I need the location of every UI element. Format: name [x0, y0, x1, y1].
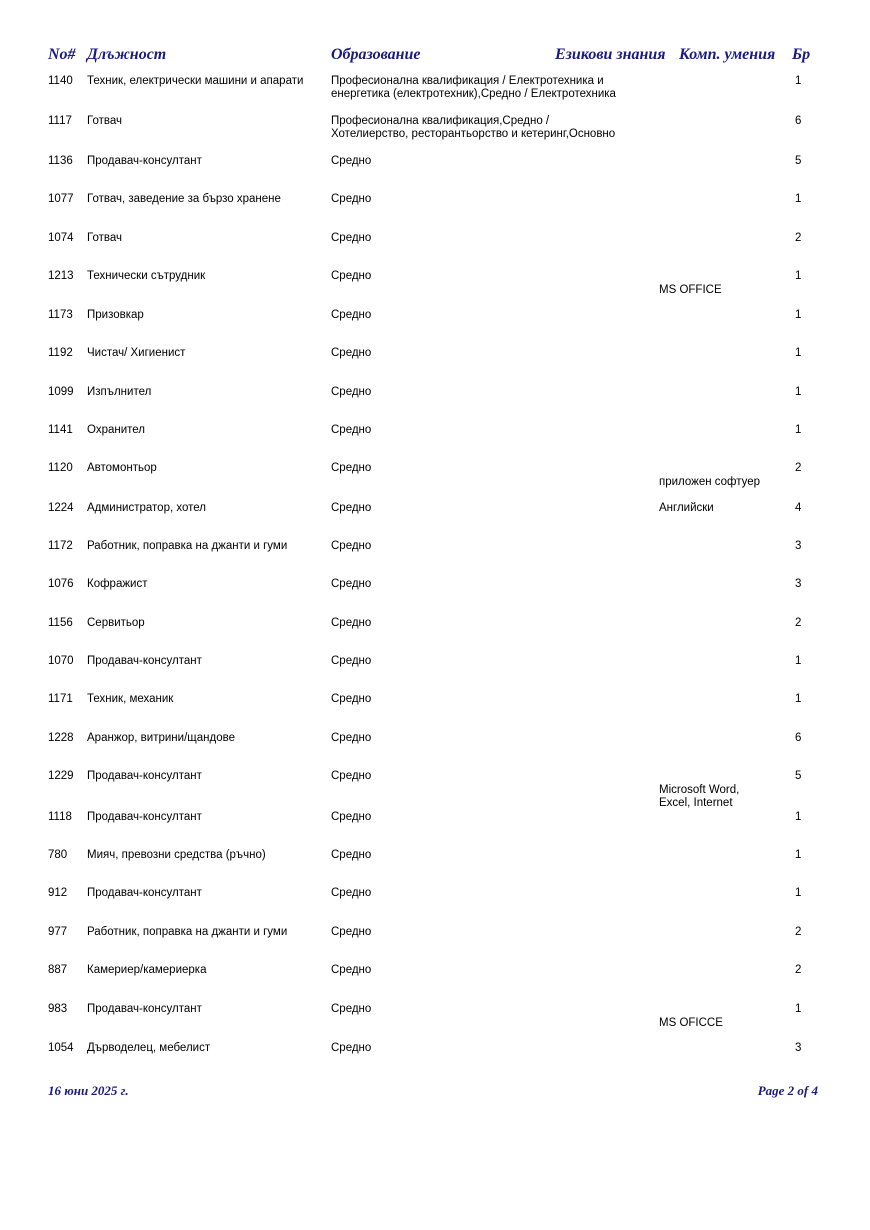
row-count: 1: [795, 386, 802, 398]
row-number: 1136: [48, 155, 73, 167]
row-position: Техник, електрически машини и апарати: [87, 75, 304, 87]
row-education: Средно: [331, 811, 372, 823]
row-number: 983: [48, 1003, 68, 1015]
row-count: 4: [795, 502, 802, 514]
row-count: 1: [795, 424, 802, 436]
row-education: Средно: [331, 732, 372, 744]
row-education: Средно: [331, 502, 372, 514]
row-number: 1077: [48, 193, 74, 205]
row-count: 2: [795, 232, 802, 244]
row-number: 1117: [48, 115, 72, 127]
row-number: 1141: [48, 424, 73, 436]
row-number: 1074: [48, 232, 74, 244]
row-count: 2: [795, 964, 802, 976]
row-count: 1: [795, 270, 802, 282]
row-count: 3: [795, 1042, 802, 1054]
row-number: 1070: [48, 655, 74, 667]
row-count: 1: [795, 887, 802, 899]
row-education: енергетика (електротехник),Средно / Електротехника: [331, 88, 616, 100]
row-position: Аранжор, витрини/щандове: [87, 732, 235, 744]
row-count: 3: [795, 578, 802, 590]
row-position: Продавач-консултант: [87, 811, 202, 823]
row-number: 977: [48, 926, 68, 938]
row-number: 1140: [48, 75, 73, 87]
row-position: Техник, механик: [87, 693, 174, 705]
row-count: 1: [795, 347, 802, 359]
row-computer-skills: MS OFFICE: [659, 284, 722, 296]
row-education: Средно: [331, 770, 372, 782]
row-education: Средно: [331, 462, 372, 474]
row-education: Средно: [331, 155, 372, 167]
row-position: Сервитьор: [87, 617, 145, 629]
row-number: 912: [48, 887, 68, 899]
header-count: Бр: [792, 46, 811, 63]
row-education: Средно: [331, 887, 372, 899]
row-education: Средно: [331, 849, 372, 861]
row-education: Средно: [331, 1003, 372, 1015]
row-education: Средно: [331, 578, 372, 590]
row-education: Средно: [331, 386, 372, 398]
row-education: Средно: [331, 309, 372, 321]
header-no: No#: [48, 46, 76, 63]
row-number: 1213: [48, 270, 74, 282]
row-education: Средно: [331, 540, 372, 552]
footer-page: Page 2 of 4: [757, 1083, 818, 1098]
row-computer-skills: приложен софтуер: [659, 476, 761, 488]
row-position: Кофражист: [87, 578, 148, 590]
row-count: 5: [795, 155, 802, 167]
row-position: Продавач-консултант: [87, 770, 202, 782]
row-count: 2: [795, 617, 802, 629]
row-position: Охранител: [87, 424, 145, 436]
row-count: 2: [795, 926, 802, 938]
row-count: 6: [795, 115, 802, 127]
row-position: Готвач: [87, 232, 122, 244]
row-number: 1054: [48, 1042, 74, 1054]
row-number: 1173: [48, 309, 73, 321]
row-count: 1: [795, 693, 802, 705]
row-computer-skills: MS OFICCE: [659, 1017, 723, 1029]
row-position: Камериер/камериерка: [87, 964, 207, 976]
row-count: 3: [795, 540, 802, 552]
row-position: Готвач, заведение за бързо хранене: [87, 193, 281, 205]
row-count: 1: [795, 655, 802, 667]
row-position: Технически сътрудник: [87, 270, 206, 282]
footer-date: 16 юни 2025 г.: [48, 1083, 129, 1098]
row-number: 1192: [48, 347, 73, 359]
row-education: Средно: [331, 617, 372, 629]
row-number: 780: [48, 849, 68, 861]
row-position: Чистач/ Хигиенист: [87, 347, 186, 359]
row-education: Средно: [331, 270, 372, 282]
row-number: 1076: [48, 578, 74, 590]
row-position: Дърводелец, мебелист: [87, 1042, 211, 1054]
row-number: 1172: [48, 540, 73, 552]
row-number: 1156: [48, 617, 73, 629]
row-count: 1: [795, 309, 802, 321]
row-education: Професионална квалификация / Електротехника и: [331, 75, 604, 87]
header-computer: Комп. умения: [679, 46, 776, 63]
row-count: 5: [795, 770, 802, 782]
row-position: Готвач: [87, 115, 122, 127]
row-education: Хотелиерство, ресторантьорство и кетеринг,Основно: [331, 128, 616, 140]
row-number: 1118: [48, 811, 72, 823]
row-position: Продавач-консултант: [87, 155, 202, 167]
row-position: Продавач-консултант: [87, 1003, 202, 1015]
row-education: Професионална квалификация,Средно /: [331, 115, 550, 127]
row-position: Продавач-консултант: [87, 887, 202, 899]
row-position: Автомонтьор: [87, 462, 157, 474]
row-number: 1099: [48, 386, 74, 398]
row-education: Средно: [331, 693, 372, 705]
row-position: Работник, поправка на джанти и гуми: [87, 926, 288, 938]
row-count: 2: [795, 462, 802, 474]
row-position: Администратор, хотел: [87, 502, 206, 514]
row-education: Средно: [331, 926, 372, 938]
row-position: Призовкар: [87, 309, 144, 321]
row-count: 1: [795, 1003, 802, 1015]
row-education: Средно: [331, 347, 372, 359]
row-number: 1120: [48, 462, 73, 474]
header-languages: Езикови знания: [555, 46, 666, 63]
row-count: 6: [795, 732, 802, 744]
row-number: 1224: [48, 502, 74, 514]
row-languages: Английски: [659, 502, 714, 514]
row-number: 1171: [48, 693, 73, 705]
row-education: Средно: [331, 193, 372, 205]
row-education: Средно: [331, 1042, 372, 1054]
row-position: Работник, поправка на джанти и гуми: [87, 540, 288, 552]
row-number: 887: [48, 964, 68, 976]
row-count: 1: [795, 811, 802, 823]
row-education: Средно: [331, 424, 372, 436]
row-computer-skills: Excel, Internet: [659, 797, 733, 809]
row-computer-skills: Microsoft Word,: [659, 784, 740, 796]
row-education: Средно: [331, 232, 372, 244]
row-count: 1: [795, 75, 802, 87]
row-education: Средно: [331, 655, 372, 667]
row-position: Продавач-консултант: [87, 655, 202, 667]
row-position: Изпълнител: [87, 386, 152, 398]
header-position: Длъжност: [87, 46, 167, 63]
row-count: 1: [795, 193, 802, 205]
header-education: Образование: [331, 46, 421, 63]
row-position: Мияч, превозни средства (ръчно): [87, 849, 266, 861]
row-count: 1: [795, 849, 802, 861]
row-education: Средно: [331, 964, 372, 976]
row-number: 1229: [48, 770, 74, 782]
row-number: 1228: [48, 732, 74, 744]
